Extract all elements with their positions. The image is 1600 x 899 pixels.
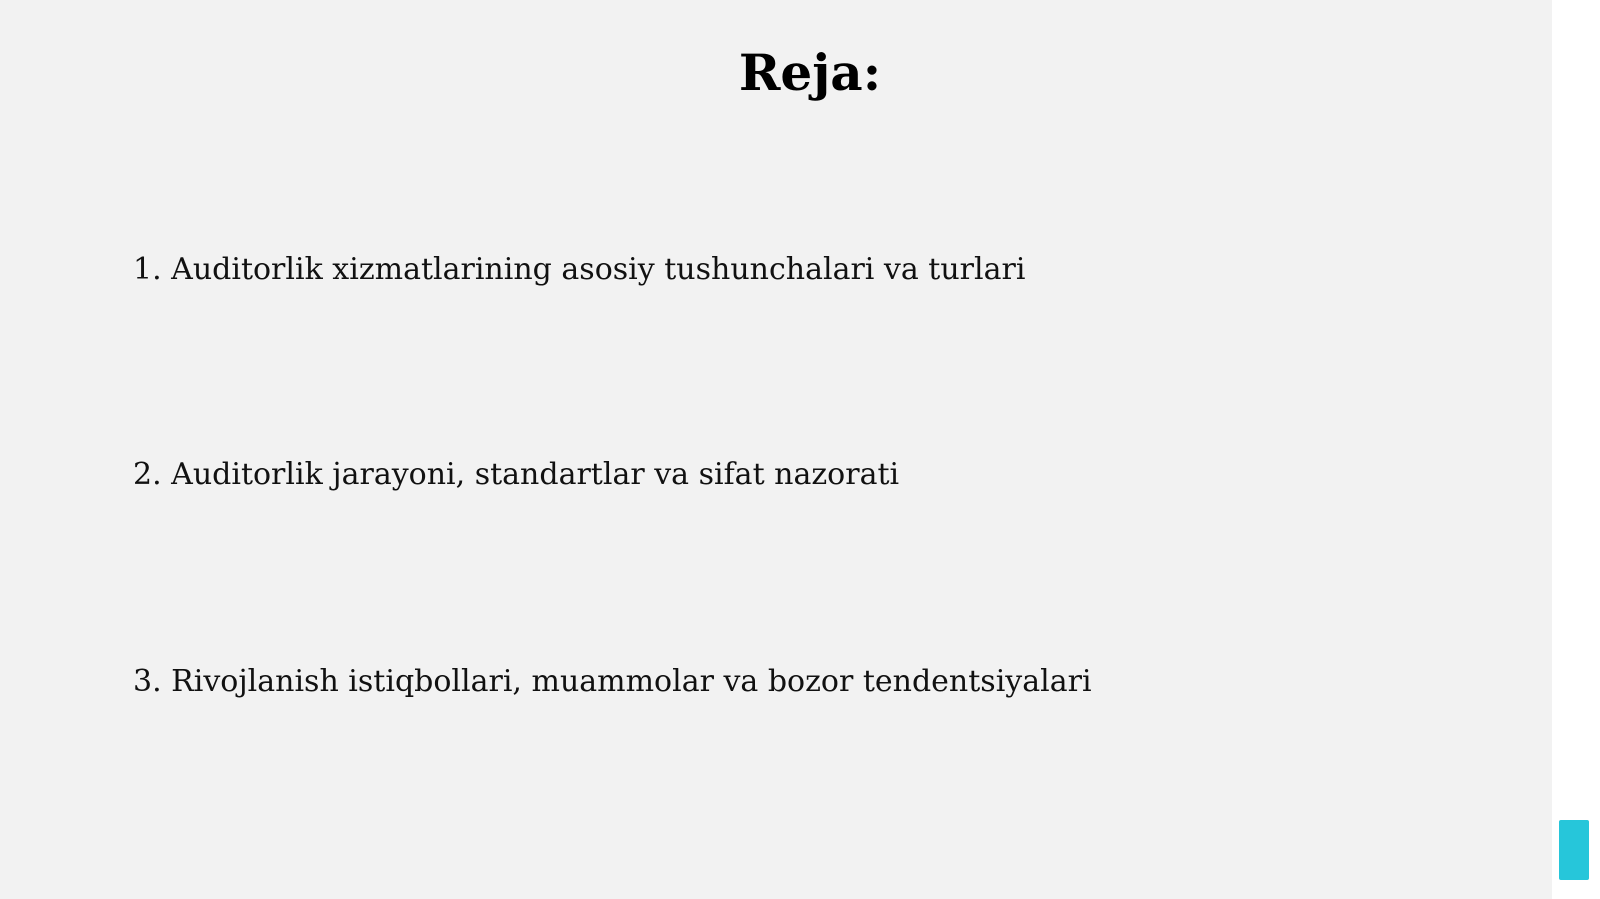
slide-title: Reja: <box>738 43 882 102</box>
scrollbar-thumb[interactable] <box>1559 820 1589 880</box>
plan-item-2: 2. Auditorlik jarayoni, standartlar va sifat nazorati <box>133 457 900 492</box>
plan-item-1: 1. Auditorlik xizmatlarining asosiy tushunchalari va turlari <box>133 252 1026 287</box>
plan-item-3: 3. Rivojlanish istiqbollari, muammolar va bozor tendentsiyalari <box>133 664 1092 699</box>
scrollbar-track[interactable] <box>1552 0 1600 899</box>
